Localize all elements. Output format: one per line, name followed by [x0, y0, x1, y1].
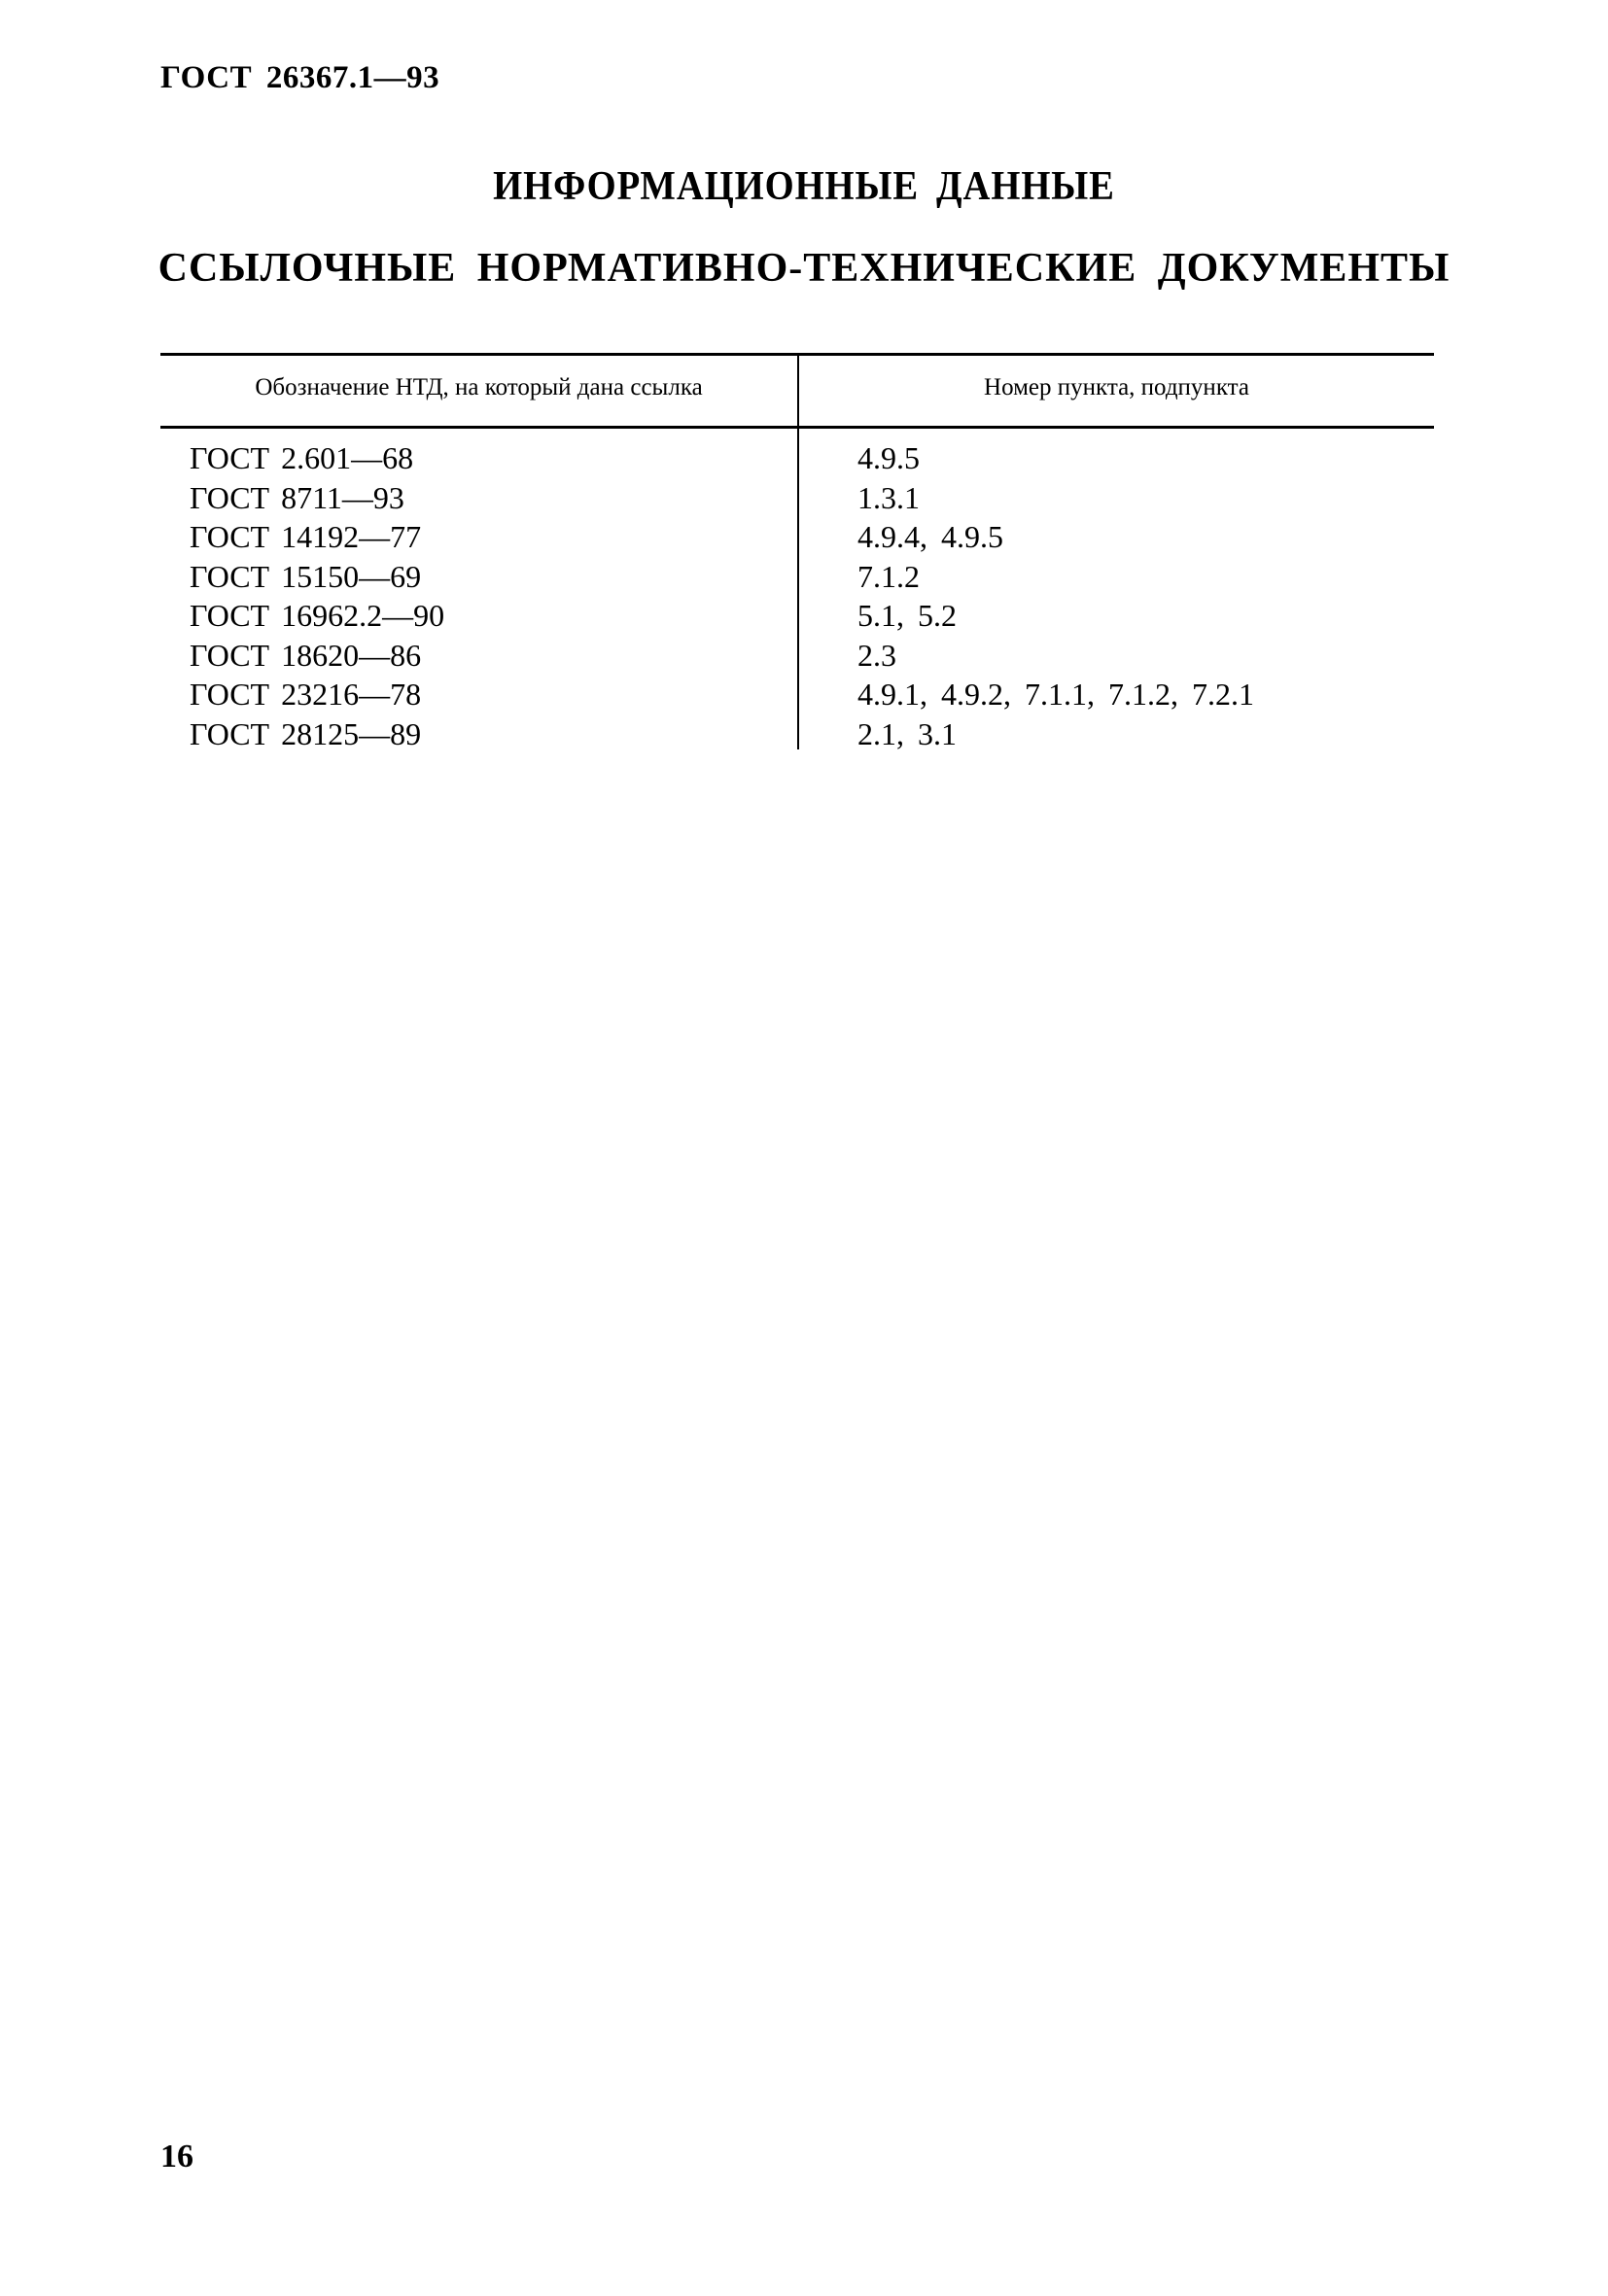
document-cell: ГОСТ 14192—77 [190, 519, 422, 554]
table-row [160, 517, 1434, 557]
table-row [160, 714, 1434, 754]
document-cell: ГОСТ 28125—89 [190, 715, 422, 751]
document-cell: ГОСТ 15150—69 [190, 558, 422, 594]
clauses-cell: 2.3 [857, 637, 896, 673]
table-row [160, 478, 1434, 518]
page-number: 16 [160, 2139, 193, 2174]
table-body [160, 438, 1434, 753]
clauses-cell: 5.1, 5.2 [857, 598, 957, 633]
document-cell: ГОСТ 18620—86 [190, 637, 422, 673]
table-row [160, 438, 1434, 478]
table-row [160, 596, 1434, 636]
document-cell: ГОСТ 16962.2—90 [190, 598, 445, 633]
column-header-document: Обозначение НТД, на который дана ссылка [255, 374, 703, 400]
document-cell: ГОСТ 23216—78 [190, 677, 422, 712]
section-title: ИНФОРМАЦИОННЫЕ ДАННЫЕ [493, 164, 1115, 209]
table-row [160, 636, 1434, 676]
document-code: ГОСТ 26367.1—93 [160, 60, 440, 95]
clauses-cell: 4.9.4, 4.9.5 [857, 519, 1003, 554]
table-row [160, 675, 1434, 714]
document-cell: ГОСТ 8711—93 [190, 479, 404, 515]
document-cell: ГОСТ 2.601—68 [190, 440, 414, 475]
clauses-cell: 1.3.1 [857, 479, 920, 515]
clauses-cell: 4.9.5 [857, 440, 920, 475]
clauses-cell: 7.1.2 [857, 558, 920, 594]
section-subtitle: ССЫЛОЧНЫЕ НОРМАТИВНО-ТЕХНИЧЕСКИЕ ДОКУМЕНТЫ [157, 246, 1451, 291]
clauses-cell: 2.1, 3.1 [857, 715, 957, 751]
column-header-clauses: Номер пункта, подпункта [984, 374, 1249, 400]
table-row [160, 557, 1434, 597]
clauses-cell: 4.9.1, 4.9.2, 7.1.1, 7.1.2, 7.2.1 [857, 677, 1254, 712]
